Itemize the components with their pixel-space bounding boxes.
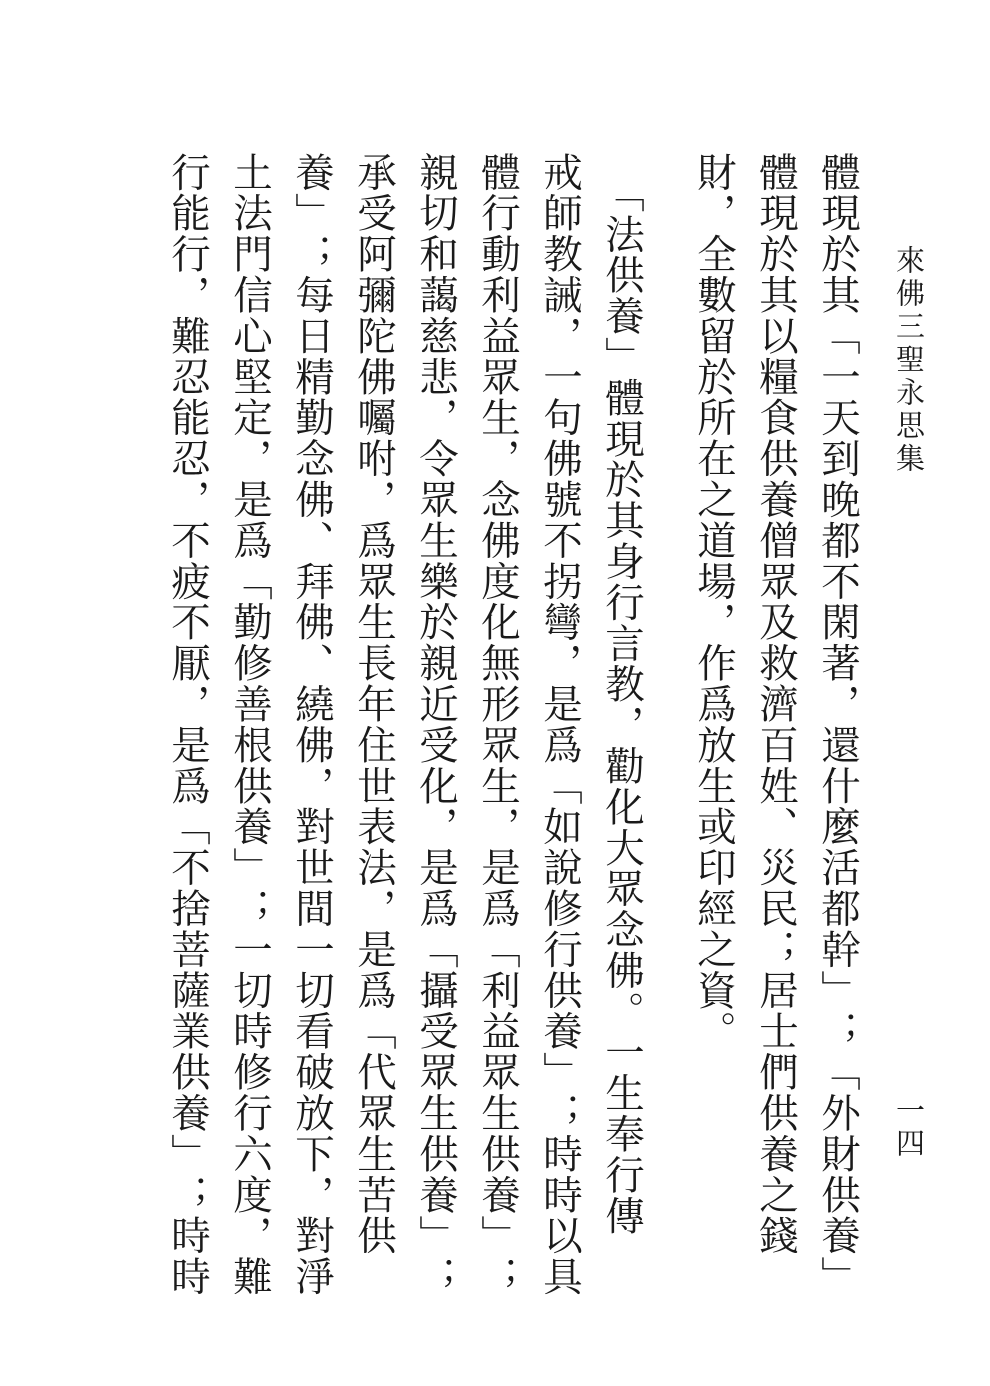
text-column-2: 體現於其以糧食供養僧眾及救濟百姓、災民；居士們供養之錢 xyxy=(753,152,799,1257)
text-column-6: 體行動利益眾生，念佛度化無形眾生，是爲「利益眾生供養」； xyxy=(475,152,521,1298)
text-column-7: 親切和藹慈悲，令眾生樂於親近受化，是爲「攝受眾生供養」； xyxy=(413,152,459,1298)
text-column-9: 養」；每日精勤念佛、拜佛、繞佛，對世間一切看破放下，對淨 xyxy=(289,152,335,1298)
text-column-5: 戒師教誡，一句佛號不拐彎，是爲「如說修行供養」；時時以具 xyxy=(537,152,583,1298)
text-column-10: 土法門信心堅定，是爲「勤修善根供養」；一切時修行六度，難 xyxy=(227,152,273,1298)
text-column-4: 「法供養」體現於其身行言教，勸化大眾念佛。一生奉行傳 xyxy=(599,152,645,1237)
page-number: 一四 xyxy=(892,1095,926,1161)
text-column-11: 行能行，難忍能忍，不疲不厭，是爲「不捨菩薩業供養」；時時 xyxy=(165,152,211,1298)
text-column-8: 承受阿彌陀佛囑咐，爲眾生長年住世表法，是爲「代眾生苦供 xyxy=(351,152,397,1257)
text-column-3: 財，全數留於所在之道場，作爲放生或印經之資。 xyxy=(691,152,737,1052)
text-column-1: 體現於其「一天到晚都不閑著，還什麼活都幹」；「外財供養」 xyxy=(815,152,861,1298)
running-header-title: 來佛三聖永思集 xyxy=(892,245,926,476)
